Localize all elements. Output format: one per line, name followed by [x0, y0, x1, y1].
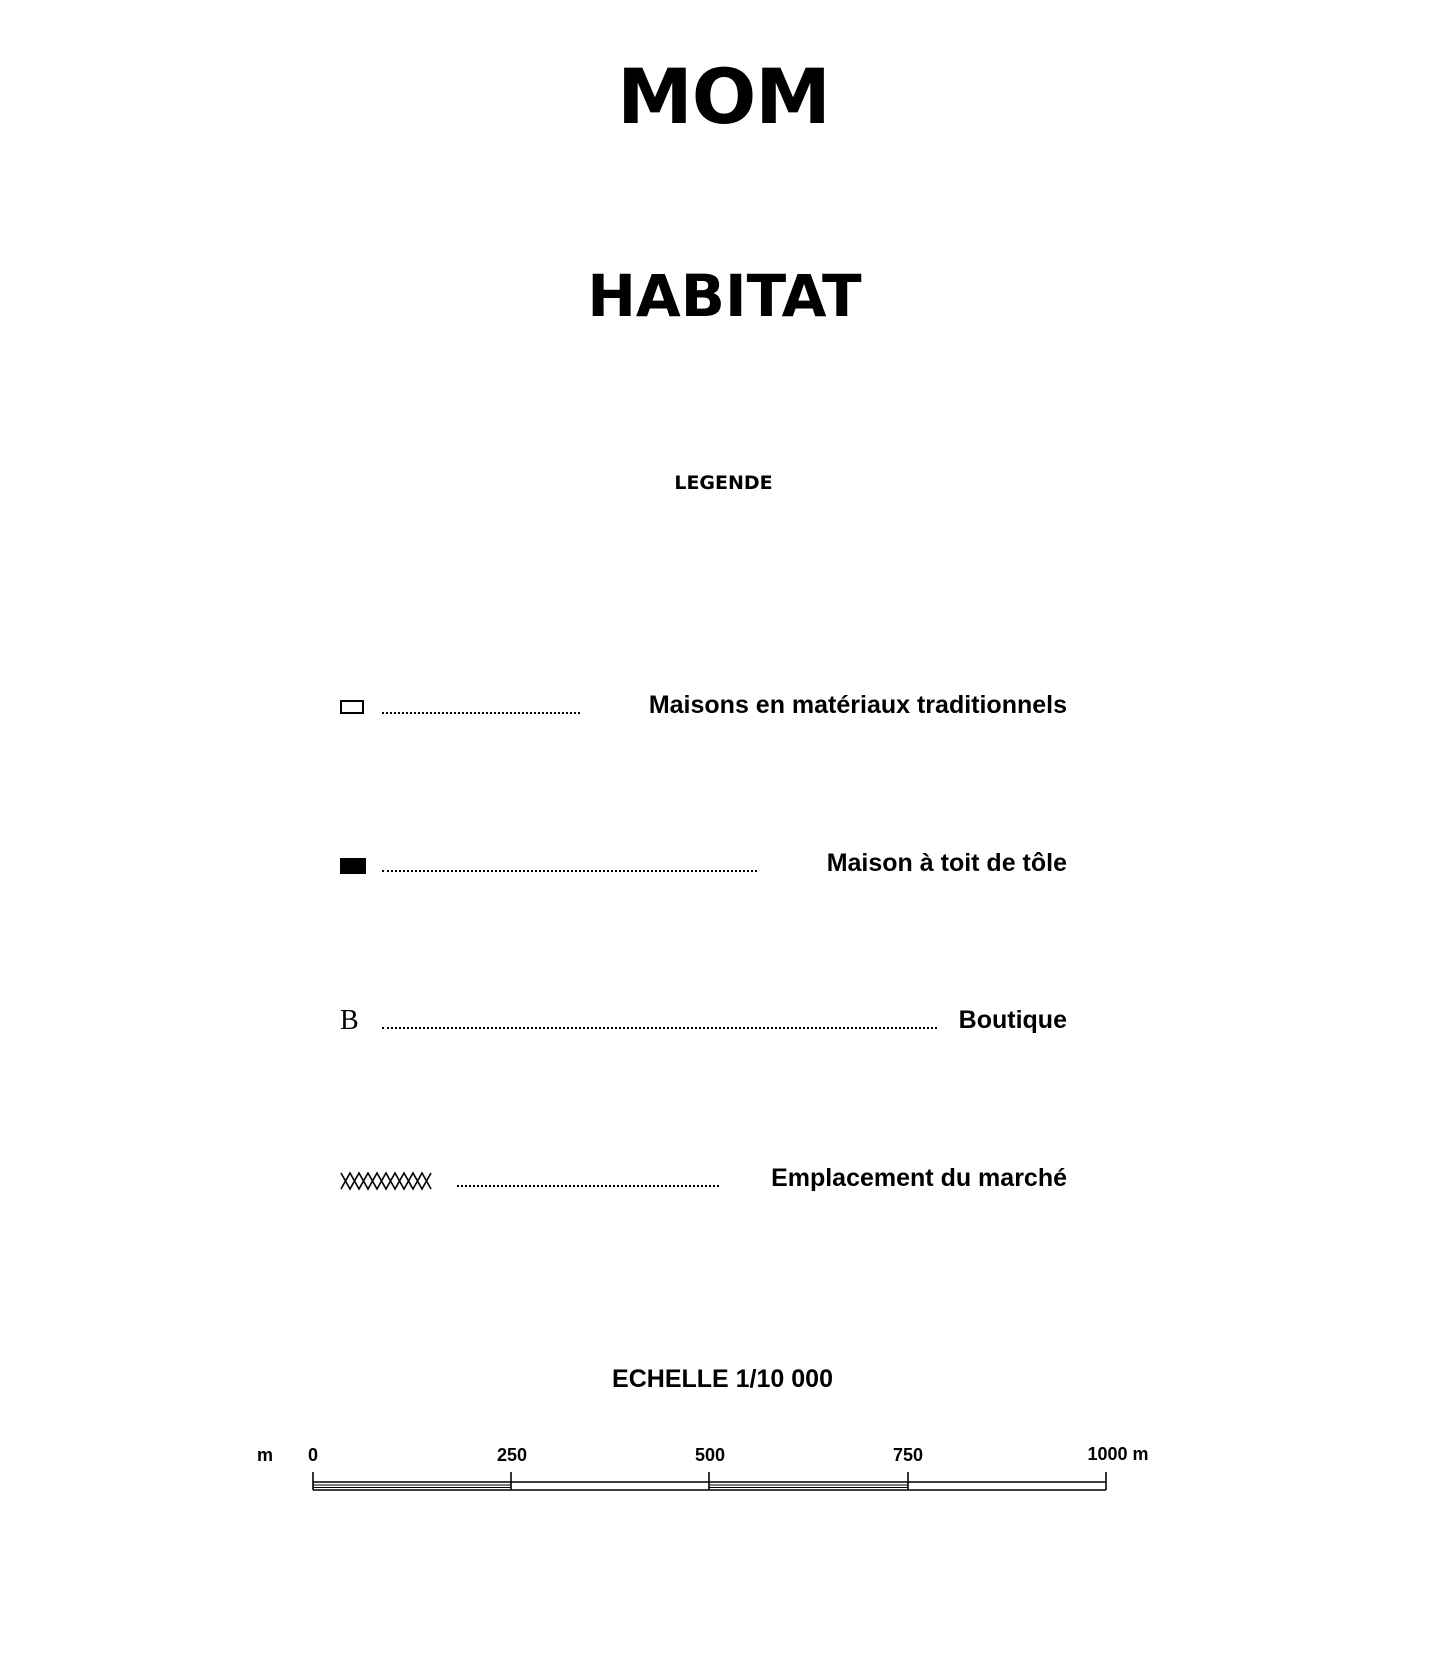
map-subtitle: HABITAT	[587, 262, 862, 330]
scale-bar	[250, 1440, 1170, 1500]
legend-label: Boutique	[958, 1006, 1067, 1034]
legend-item-market-site	[340, 1158, 1067, 1198]
scale-tick-label: 250	[496, 1445, 528, 1465]
scale-tick-label: 750	[892, 1445, 924, 1465]
legend-heading: LEGENDE	[674, 472, 773, 494]
legend-item-traditional-houses	[340, 685, 1067, 725]
scale-tick-label: 500	[694, 1445, 726, 1465]
legend-label: Emplacement du marché	[771, 1164, 1067, 1192]
open-rectangle-icon	[340, 685, 364, 725]
legend-label: Maison à toit de tôle	[826, 849, 1067, 877]
scale-title: ECHELLE 1/10 000	[612, 1365, 833, 1393]
map-title: MOM	[617, 52, 830, 141]
scale-tick-label: 1000 m	[1087, 1444, 1149, 1464]
legend-item-tin-roof-house	[340, 843, 1067, 883]
filled-rectangle-icon	[340, 843, 366, 883]
scale-unit-label: m	[256, 1445, 274, 1465]
scale-bar-graphic	[313, 1472, 1106, 1490]
dotted-leader	[382, 870, 757, 872]
scale-tick-label: 0	[307, 1445, 319, 1465]
cross-hatch-icon	[340, 1158, 434, 1198]
dotted-leader	[457, 1185, 719, 1187]
letter-b-icon: B	[340, 1005, 359, 1036]
legend-item-shop	[340, 1000, 1067, 1040]
legend-label: Maisons en matériaux traditionnels	[648, 691, 1067, 719]
dotted-leader	[382, 712, 580, 714]
dotted-leader	[382, 1027, 937, 1029]
